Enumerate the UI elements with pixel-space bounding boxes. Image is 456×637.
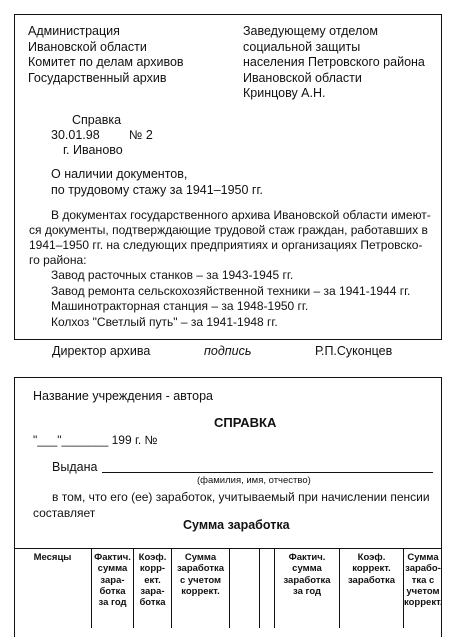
issued-hint: (фамилия, имя, отчество) <box>197 475 311 486</box>
director-position: Директор архива <box>52 344 151 358</box>
table-header-blank-2 <box>259 549 274 628</box>
table-header-adjusted: Сумма заработка с учетом коррект. <box>171 549 229 628</box>
doc-place: г. Иваново <box>63 143 123 157</box>
table-header-actual-2: Фактич. сумма заработка за год <box>274 549 339 628</box>
form-org: Название учреждения - автора <box>33 389 213 403</box>
issued-name-line[interactable] <box>102 472 433 473</box>
table-header-coef-2: Коэф. коррект. заработка <box>339 549 403 628</box>
signature-placeholder: подпись <box>204 344 252 358</box>
form-date-line: "___"_______ 199 г. № <box>33 433 158 447</box>
doc-body <box>29 208 431 268</box>
body-line: ся документы, подтверждающие трудовой стаж граждан, работавших в <box>29 223 428 237</box>
doc-subject: О наличии документов, по трудовому стажу за 1941–1950 гг. <box>51 167 263 197</box>
list-item: Завод ремонта сельскохозяйственной техники – за 1941-1944 гг. <box>51 283 411 298</box>
doc-number: № 2 <box>129 128 153 142</box>
recipient-block: Заведующему отделом социальной защиты населения Петровского района Ивановской области Кринцову А.Н. <box>243 24 425 100</box>
table-header-actual: Фактич. сумма зара- ботка за год <box>91 549 133 628</box>
doc-date: 30.01.98 <box>51 128 100 142</box>
body-line: 1941–1950 гг. на следующих предприятиях и организациях Петровско- <box>29 238 423 252</box>
form-text-1: в том, что его (ее) заработок, учитываемый при начислении пенсии <box>52 490 430 504</box>
body-line: В документах государственного архива Ивановской области имеют- <box>51 208 431 222</box>
earnings-table <box>14 548 442 628</box>
table-header-blank-1 <box>229 549 259 628</box>
sender-block: Администрация Ивановской области Комитет по делам архивов Государственный архив <box>28 24 184 85</box>
table-header-coef: Коэф. корр- ект. зара- ботка <box>133 549 171 628</box>
list-item: Колхоз "Светлый путь" – за 1941-1948 гг. <box>51 315 278 330</box>
table-header-adjusted-2: Сумма зарабо- тка с учетом коррект. <box>403 549 442 628</box>
body-line: го района: <box>29 253 87 267</box>
list-item: Машинотракторная станция – за 1948-1950 гг. <box>51 299 309 314</box>
form-text-2: составляет <box>33 506 96 520</box>
table-header-months: Месяцы <box>33 552 72 563</box>
enterprise-list <box>51 268 410 331</box>
director-name: Р.П.Суконцев <box>315 344 393 358</box>
list-item: Завод расточных станков – за 1943-1945 гг. <box>51 268 294 282</box>
sum-title: Сумма заработка <box>183 518 290 532</box>
issued-label: Выдана <box>52 460 98 474</box>
form-title: СПРАВКА <box>214 415 277 430</box>
doc-type: Справка <box>72 113 122 127</box>
